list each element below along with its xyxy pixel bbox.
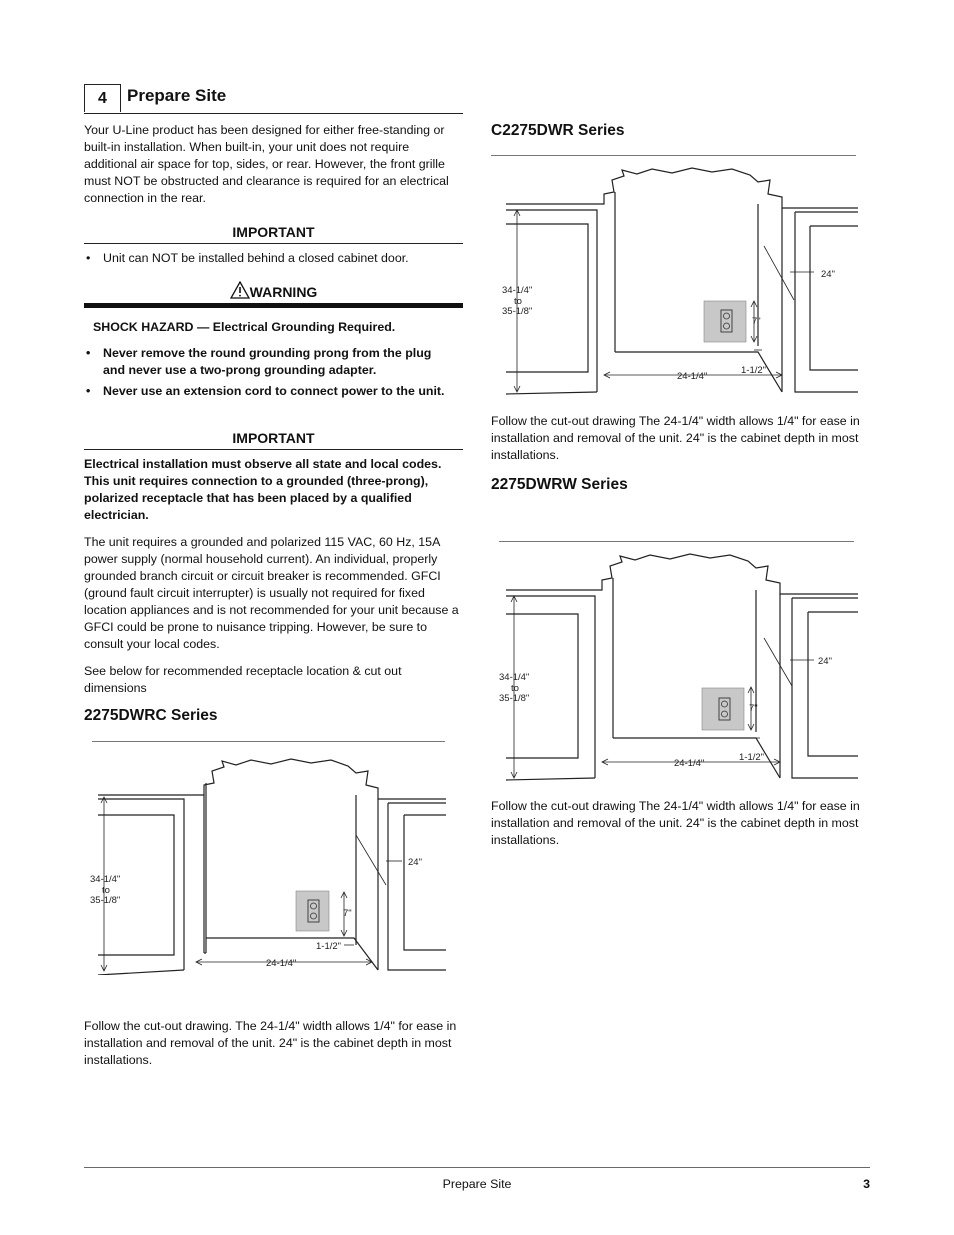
divider	[92, 741, 445, 742]
list-item: • Never use an extension cord to connect power to the unit.	[84, 383, 456, 400]
width-label: 24-1/4"	[266, 958, 297, 969]
height-label-mid: to	[511, 683, 519, 694]
outlet-offset-label: 1-1/2"	[739, 752, 765, 763]
cutout-diagram-3	[492, 552, 858, 782]
outlet-height-label: 7"	[749, 703, 758, 714]
warning-list	[84, 345, 456, 400]
divider	[491, 155, 856, 156]
depth-label: 24"	[408, 857, 422, 868]
section-number: 4	[84, 84, 121, 112]
warning-icon	[230, 281, 250, 299]
warning-bar	[84, 303, 463, 308]
list-item: • Never remove the round grounding prong from the plug and never use a two-prong grounding adapter.	[84, 345, 456, 379]
section-title: Prepare Site	[127, 86, 227, 105]
depth-label: 24"	[821, 269, 835, 280]
depth-label: 24"	[818, 656, 832, 667]
footer-label: Prepare Site	[442, 1177, 512, 1191]
height-label-bottom: 35-1/8"	[499, 693, 530, 704]
series-caption-2: Follow the cut-out drawing The 24-1/4" width allows 1/4" for ease in installation and removal of the unit. 24" is the cabinet depth in most installations.	[491, 414, 860, 462]
warning-heading: WARNING	[249, 284, 318, 300]
width-label: 24-1/4"	[677, 371, 708, 382]
intro-paragraph: Your U-Line product has been designed for either free-standing or built-in installation. When built-in, your unit does not require additional air space for top, sides, or rear. However, the front grille must NOT be obstructed and clearance is required for an electrical connection in the rear.	[84, 123, 449, 205]
footer-divider	[84, 1167, 870, 1168]
cutout-diagram-2	[492, 166, 858, 396]
warning-heading-row	[84, 281, 463, 302]
important-heading-2: IMPORTANT	[84, 430, 463, 450]
height-label-mid: to	[514, 296, 522, 307]
height-label-top: 34-1/4"	[499, 672, 530, 683]
height-label-top: 34-1/4"	[90, 874, 121, 885]
outlet-offset-label: 1-1/2"	[741, 365, 767, 376]
series-caption-1: Follow the cut-out drawing. The 24-1/4" width allows 1/4" for ease in installation and removal of the unit. 24" is the cabinet depth in most installations.	[84, 1019, 457, 1067]
section-header	[84, 84, 463, 114]
important-heading: IMPORTANT	[84, 224, 463, 244]
outlet-offset-label: 1-1/2"	[316, 941, 342, 952]
outlet-height-label: 7"	[343, 908, 352, 919]
page-number: 3	[863, 1177, 870, 1191]
outlet-height-label: 7"	[752, 316, 761, 327]
height-label-bottom: 35-1/8"	[502, 306, 533, 317]
series-title-2: C2275DWR Series	[491, 122, 625, 139]
series-caption-3: Follow the cut-out drawing The 24-1/4" width allows 1/4" for ease in installation and removal of the unit. 24" is the cabinet depth in most installations.	[491, 799, 860, 847]
list-item: • Unit can NOT be installed behind a closed cabinet door.	[84, 250, 464, 267]
height-label-mid: to	[102, 885, 110, 896]
divider	[499, 541, 854, 542]
series-title-1: 2275DWRC Series	[84, 707, 218, 724]
important-list	[84, 250, 464, 267]
cutout-diagram-1	[86, 755, 446, 975]
see-below-paragraph: See below for recommended receptacle location & cut out dimensions	[84, 664, 402, 695]
height-label-bottom: 35-1/8"	[90, 895, 121, 906]
series-title-3: 2275DWRW Series	[491, 476, 628, 493]
power-paragraph: The unit requires a grounded and polarized 115 VAC, 60 Hz, 15A power supply (normal household current). An individual, properly grounded branch circuit or circuit breaker is recommended. GFCI (ground fault circuit interrupter) is usually not required for fixed location appliances and is not recommended for your unit because a GFCI could be prone to nuisance tripping. However, be sure to consult your local codes.	[84, 535, 459, 651]
electrical-notice: Electrical installation must observe all state and local codes. This unit requires connection to a grounded (three-prong), polarized receptacle that has been placed by a qualified electrician.	[84, 457, 442, 522]
warning-subheading: SHOCK HAZARD — Electrical Grounding Required.	[93, 320, 396, 334]
height-label-top: 34-1/4"	[502, 285, 533, 296]
width-label: 24-1/4"	[674, 758, 705, 769]
